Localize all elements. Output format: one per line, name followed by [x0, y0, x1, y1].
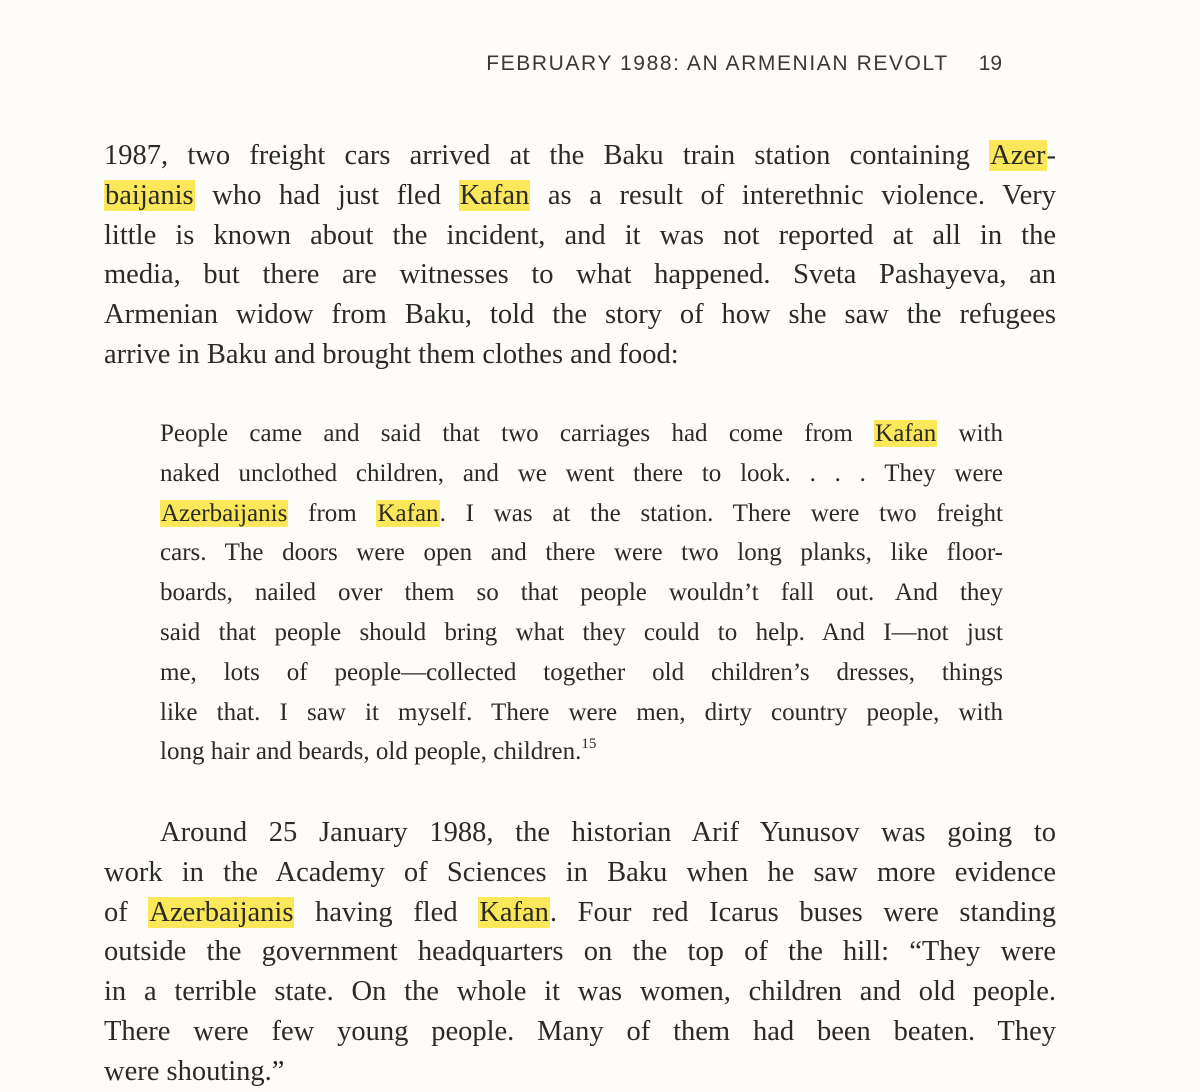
highlight[interactable]: Azerbaijanis — [149, 896, 294, 928]
quote-line: like that. I saw it myself. There were men, dirty country people, with — [160, 698, 1003, 726]
text-line: media, but there are witnesses to what happened. Sveta Pashayeva, an — [104, 259, 1056, 291]
quote-line: boards, nailed over them so that people wouldn’t fall out. And they — [160, 579, 1003, 607]
highlight[interactable]: Kafan — [479, 896, 549, 928]
footnote-marker[interactable]: 15 — [581, 736, 597, 753]
quote-line: long hair and beards, old people, children.$^{15}$ — [160, 736, 597, 766]
paragraph-1 — [104, 136, 1056, 375]
quote-line: me, lots of people—collected together old children’s dresses, things — [160, 658, 1003, 686]
text-line: work in the Academy of Sciences in Baku when he saw more evidence — [104, 856, 1056, 888]
text-line: There were few young people. Many of them had been beaten. They — [104, 1015, 1056, 1047]
highlight[interactable]: Azerbaijanis — [161, 499, 288, 527]
quote-line: said that people should bring what they could to help. And I—not just — [160, 618, 1003, 646]
running-title: FEBRUARY 1988: AN ARMENIAN REVOLT — [486, 52, 949, 75]
text-line: Around 25 January 1988, the historian Arif Yunusov was going to — [160, 817, 1056, 848]
highlight[interactable]: Kafan — [875, 420, 937, 447]
page-number: 19 — [978, 52, 1002, 75]
text-line: baijanis who had just fled Kafan as a result of interethnic violence. Very — [105, 179, 1056, 211]
highlight[interactable]: baijanis — [105, 179, 194, 211]
quote-line: naked unclothed children, and we went there to look. . . . They were — [160, 459, 1003, 487]
text-line: Armenian widow from Baku, told the story of how she saw the refugees — [104, 299, 1056, 331]
block-quote — [160, 414, 1003, 772]
text-line: in a terrible state. On the whole it was women, children and old people. — [104, 976, 1056, 1008]
running-head — [486, 52, 1002, 76]
text-line: 1987, two freight cars arrived at the Baku train station containing Azer- — [104, 140, 1056, 171]
quote-line: People came and said that two carriages had come from Kafan with — [160, 420, 1003, 447]
highlight[interactable]: Azer — [990, 140, 1046, 171]
text-line: arrive in Baku and brought them clothes and food: — [104, 338, 679, 370]
quote-line: Azerbaijanis from Kafan. I was at the station. There were two freight — [161, 499, 1003, 527]
highlight[interactable]: Kafan — [377, 499, 439, 527]
highlight[interactable]: Kafan — [459, 179, 530, 211]
text-line: outside the government headquarters on the top of the hill: “They were — [104, 936, 1056, 968]
text-line: of Azerbaijanis having fled Kafan. Four red Icarus buses were standing — [104, 896, 1056, 928]
text-line: little is known about the incident, and it was not reported at all in the — [104, 219, 1056, 251]
quote-line: cars. The doors were open and there were two long planks, like floor- — [160, 539, 1003, 567]
text-line: were shouting.” — [104, 1055, 285, 1087]
paragraph-2 — [104, 813, 1056, 1092]
